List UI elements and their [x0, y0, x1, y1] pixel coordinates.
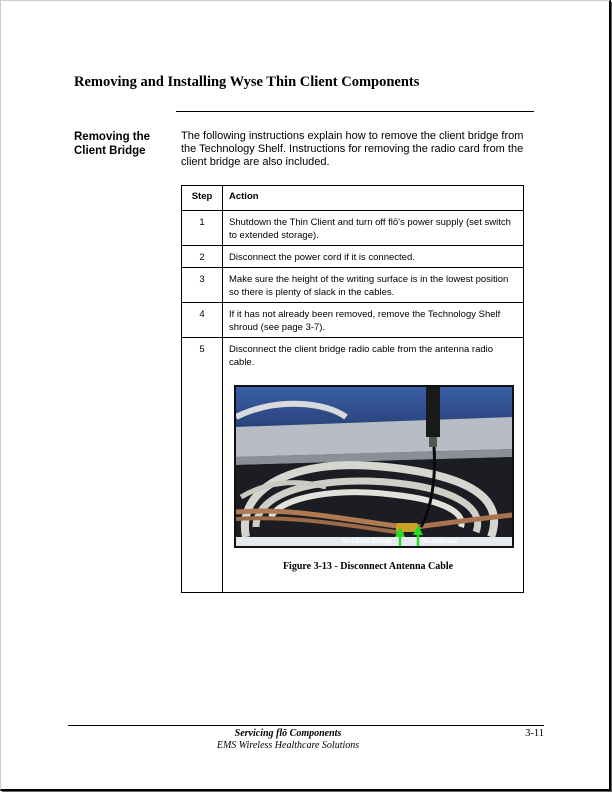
step-action: Disconnect the client bridge radio cable from the antenna radio cable.	[229, 344, 494, 368]
steps-table	[181, 185, 524, 593]
page-number: 3-11	[525, 728, 544, 739]
step-number: 4	[182, 303, 223, 338]
step-number: 2	[182, 246, 223, 268]
table-row	[182, 246, 524, 268]
step-action: Shutdown the Thin Client and turn off flō's power supply (set switch to extended storage).	[223, 211, 524, 246]
footer-company: EMS Wireless Healthcare Solutions	[216, 740, 360, 751]
action-column-header: Action	[223, 186, 524, 211]
table-header-row	[182, 186, 524, 211]
figure-caption: Figure 3-13 - Disconnect Antenna Cable	[282, 561, 454, 572]
step-number: 3	[182, 268, 223, 303]
table-row	[182, 338, 524, 593]
step-column-header: Step	[182, 186, 223, 211]
step-action-with-figure	[223, 338, 524, 593]
step-action: Make sure the height of the writing surface is in the lowest position so there is plenty of slack in the cables.	[223, 268, 524, 303]
footer-divider	[68, 725, 544, 726]
document-title: Removing and Installing Wyse Thin Client Components	[74, 74, 420, 90]
step-number: 1	[182, 211, 223, 246]
step-action: If it has not already been removed, remove the Technology Shelf shroud (see page 3-7).	[223, 303, 524, 338]
table-row	[182, 303, 524, 338]
table-row	[182, 211, 524, 246]
section-label: Removing the Client Bridge	[74, 131, 151, 157]
step-action: Disconnect the power cord if it is connected.	[223, 246, 524, 268]
intro-paragraph: The following instructions explain how to remove the client bridge from the Technology Shelf. Instructions for removing the radio card from the client bridge are also included.	[181, 130, 524, 168]
footer-text	[68, 728, 508, 752]
table-row	[182, 268, 524, 303]
footer-title: Servicing flō Components	[234, 728, 342, 739]
label-to-client-bridge: To Client Bridge	[342, 538, 392, 545]
step-number: 5	[182, 338, 223, 593]
antenna-cable-photo	[234, 385, 514, 548]
antenna-icon	[426, 387, 440, 437]
photo-illustration	[236, 387, 512, 546]
label-to-antenna: To Antenna	[422, 538, 458, 545]
title-divider	[176, 111, 534, 112]
